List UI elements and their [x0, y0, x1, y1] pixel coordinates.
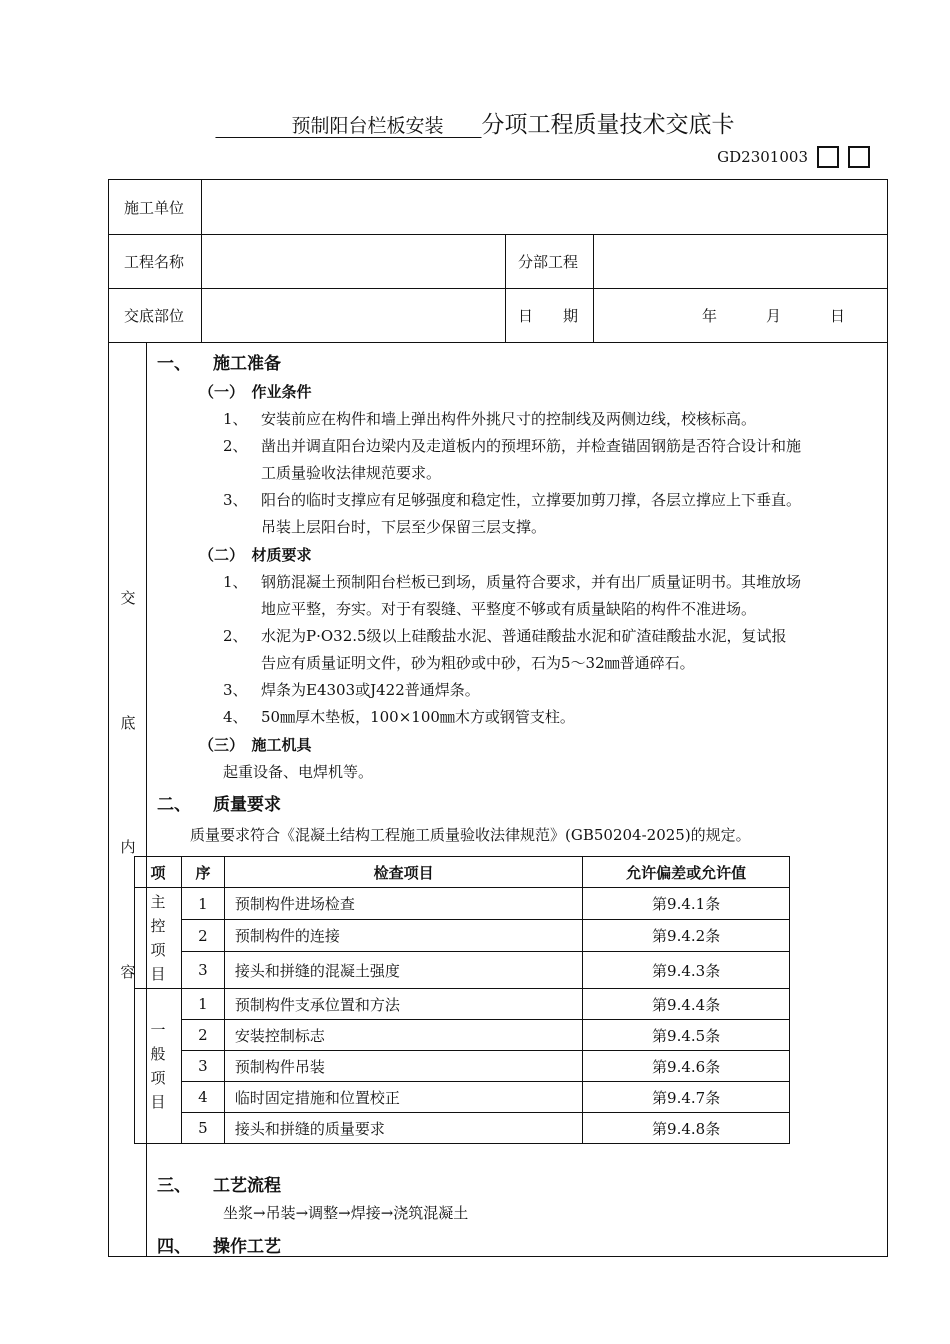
title-suffix: 分项工程质量技术交底卡 [481, 112, 735, 138]
item-cell: 预制构件吊装 [224, 1051, 582, 1082]
item-cell: 安装控制标志 [224, 1020, 582, 1051]
section-heading: 二、 质量要求 [157, 795, 281, 815]
value-cell: 第9.4.7条 [583, 1082, 790, 1113]
table-row [135, 888, 790, 920]
date-label: 日 期 [518, 306, 579, 325]
col-header: 项 [135, 857, 182, 888]
subsection-heading: （三） 施工机具 [199, 736, 312, 754]
subsection-heading: （二） 材质要求 [199, 546, 312, 564]
col-header: 检查项目 [224, 857, 582, 888]
value-cell: 第9.4.8条 [583, 1113, 790, 1144]
list-item: 1、 安装前应在构件和墙上弹出构件外挑尺寸的控制线及两侧边线，校核标高。 [223, 410, 757, 428]
paragraph: 起重设备、电焊机等。 [223, 763, 374, 781]
value-cell: 第9.4.5条 [583, 1020, 790, 1051]
col-header: 允许偏差或允许值 [583, 857, 790, 888]
table-row [135, 1020, 790, 1051]
sub-project-label: 分部工程 [518, 252, 579, 271]
section-heading: 一、 施工准备 [157, 354, 281, 374]
table-row [135, 952, 790, 989]
project-name-label: 工程名称 [124, 252, 185, 271]
seq-cell: 1 [181, 989, 224, 1020]
list-item: 2、 凿出并调直阳台边梁内及走道板内的预埋环筋，并检查锚固钢筋是否符合设计和施 [223, 437, 802, 455]
list-item: 2、 水泥为P·O32.5级以上硅酸盐水泥、普通硅酸盐水泥和矿渣硅酸盐水泥，复试报 [223, 627, 787, 645]
document-title [0, 106, 950, 139]
project-name-title: 预制阳台栏板安装 [291, 115, 444, 137]
col-header: 序 [181, 857, 224, 888]
seq-cell: 2 [181, 1020, 224, 1051]
project-name-value[interactable] [202, 234, 505, 288]
group-general: 一般项目 [135, 989, 182, 1144]
location-label: 交底部位 [124, 306, 185, 325]
value-cell: 第9.4.2条 [583, 920, 790, 952]
value-cell: 第9.4.4条 [583, 989, 790, 1020]
list-item: 3、 焊条为E4303或J422普通焊条。 [223, 681, 480, 699]
checkbox-2[interactable] [848, 146, 870, 168]
checkbox-1[interactable] [817, 146, 839, 168]
table-row [135, 920, 790, 952]
seq-cell: 3 [181, 1051, 224, 1082]
date-day: 日 [830, 306, 846, 325]
item-cell: 预制构件进场检查 [224, 888, 582, 920]
side-char: 交 [120, 589, 136, 607]
list-item: 3、 阳台的临时支撑应有足够强度和稳定性，立撑要加剪刀撑，各层立撑应上下垂直。 [223, 491, 802, 509]
quality-table [134, 856, 790, 1144]
document-code [717, 146, 870, 168]
date-value[interactable] [594, 288, 887, 342]
paragraph: 坐浆→吊装→调整→焊接→浇筑混凝土 [223, 1204, 469, 1222]
list-item: 1、 钢筋混凝土预制阳台栏板已到场，质量符合要求，并有出厂质量证明书。其堆放场 [223, 573, 802, 591]
paragraph: 质量要求符合《混凝土结构工程施工质量验收法律规范》(GB50204-2025)的规定。 [190, 826, 751, 844]
section-heading: 三、 工艺流程 [157, 1176, 281, 1196]
unit-label: 施工单位 [124, 198, 185, 217]
item-cell: 临时固定措施和位置校正 [224, 1082, 582, 1113]
list-item: 4、 50㎜厚木垫板，100×100㎜木方或钢管支柱。 [223, 708, 575, 726]
list-item-cont: 工质量验收法律规范要求。 [261, 464, 442, 482]
date-year: 年 [702, 306, 718, 325]
list-item-cont: 告应有质量证明文件，砂为粗砂或中砂，石为5～32㎜普通碎石。 [261, 654, 695, 672]
section-heading: 四、 操作工艺 [157, 1237, 281, 1257]
group-main: 主控项目 [135, 888, 182, 989]
date-month: 月 [766, 306, 782, 325]
item-cell: 接头和拼缝的质量要求 [224, 1113, 582, 1144]
side-char: 容 [120, 963, 136, 981]
seq-cell: 5 [181, 1113, 224, 1144]
seq-cell: 2 [181, 920, 224, 952]
seq-cell: 3 [181, 952, 224, 989]
table-header-row [135, 857, 790, 888]
table-row [135, 989, 790, 1020]
unit-value[interactable] [202, 180, 887, 234]
list-item-cont: 吊装上层阳台时，下层至少保留三层支撑。 [261, 518, 547, 536]
table-row [135, 1113, 790, 1144]
code-text: GD2301003 [717, 148, 808, 166]
item-cell: 接头和拼缝的混凝土强度 [224, 952, 582, 989]
table-row [135, 1082, 790, 1113]
form-table [108, 179, 888, 1257]
value-cell: 第9.4.1条 [583, 888, 790, 920]
item-cell: 预制构件的连接 [224, 920, 582, 952]
seq-cell: 1 [181, 888, 224, 920]
side-char: 底 [120, 714, 136, 732]
side-char: 内 [120, 838, 136, 856]
seq-cell: 4 [181, 1082, 224, 1113]
location-value[interactable] [202, 288, 505, 342]
item-cell: 预制构件支承位置和方法 [224, 989, 582, 1020]
value-cell: 第9.4.6条 [583, 1051, 790, 1082]
table-row [135, 1051, 790, 1082]
sub-project-value[interactable] [594, 234, 887, 288]
list-item-cont: 地应平整，夯实。对于有裂缝、平整度不够或有质量缺陷的构件不准进场。 [261, 600, 757, 618]
value-cell: 第9.4.3条 [583, 952, 790, 989]
subsection-heading: （一） 作业条件 [199, 383, 312, 401]
